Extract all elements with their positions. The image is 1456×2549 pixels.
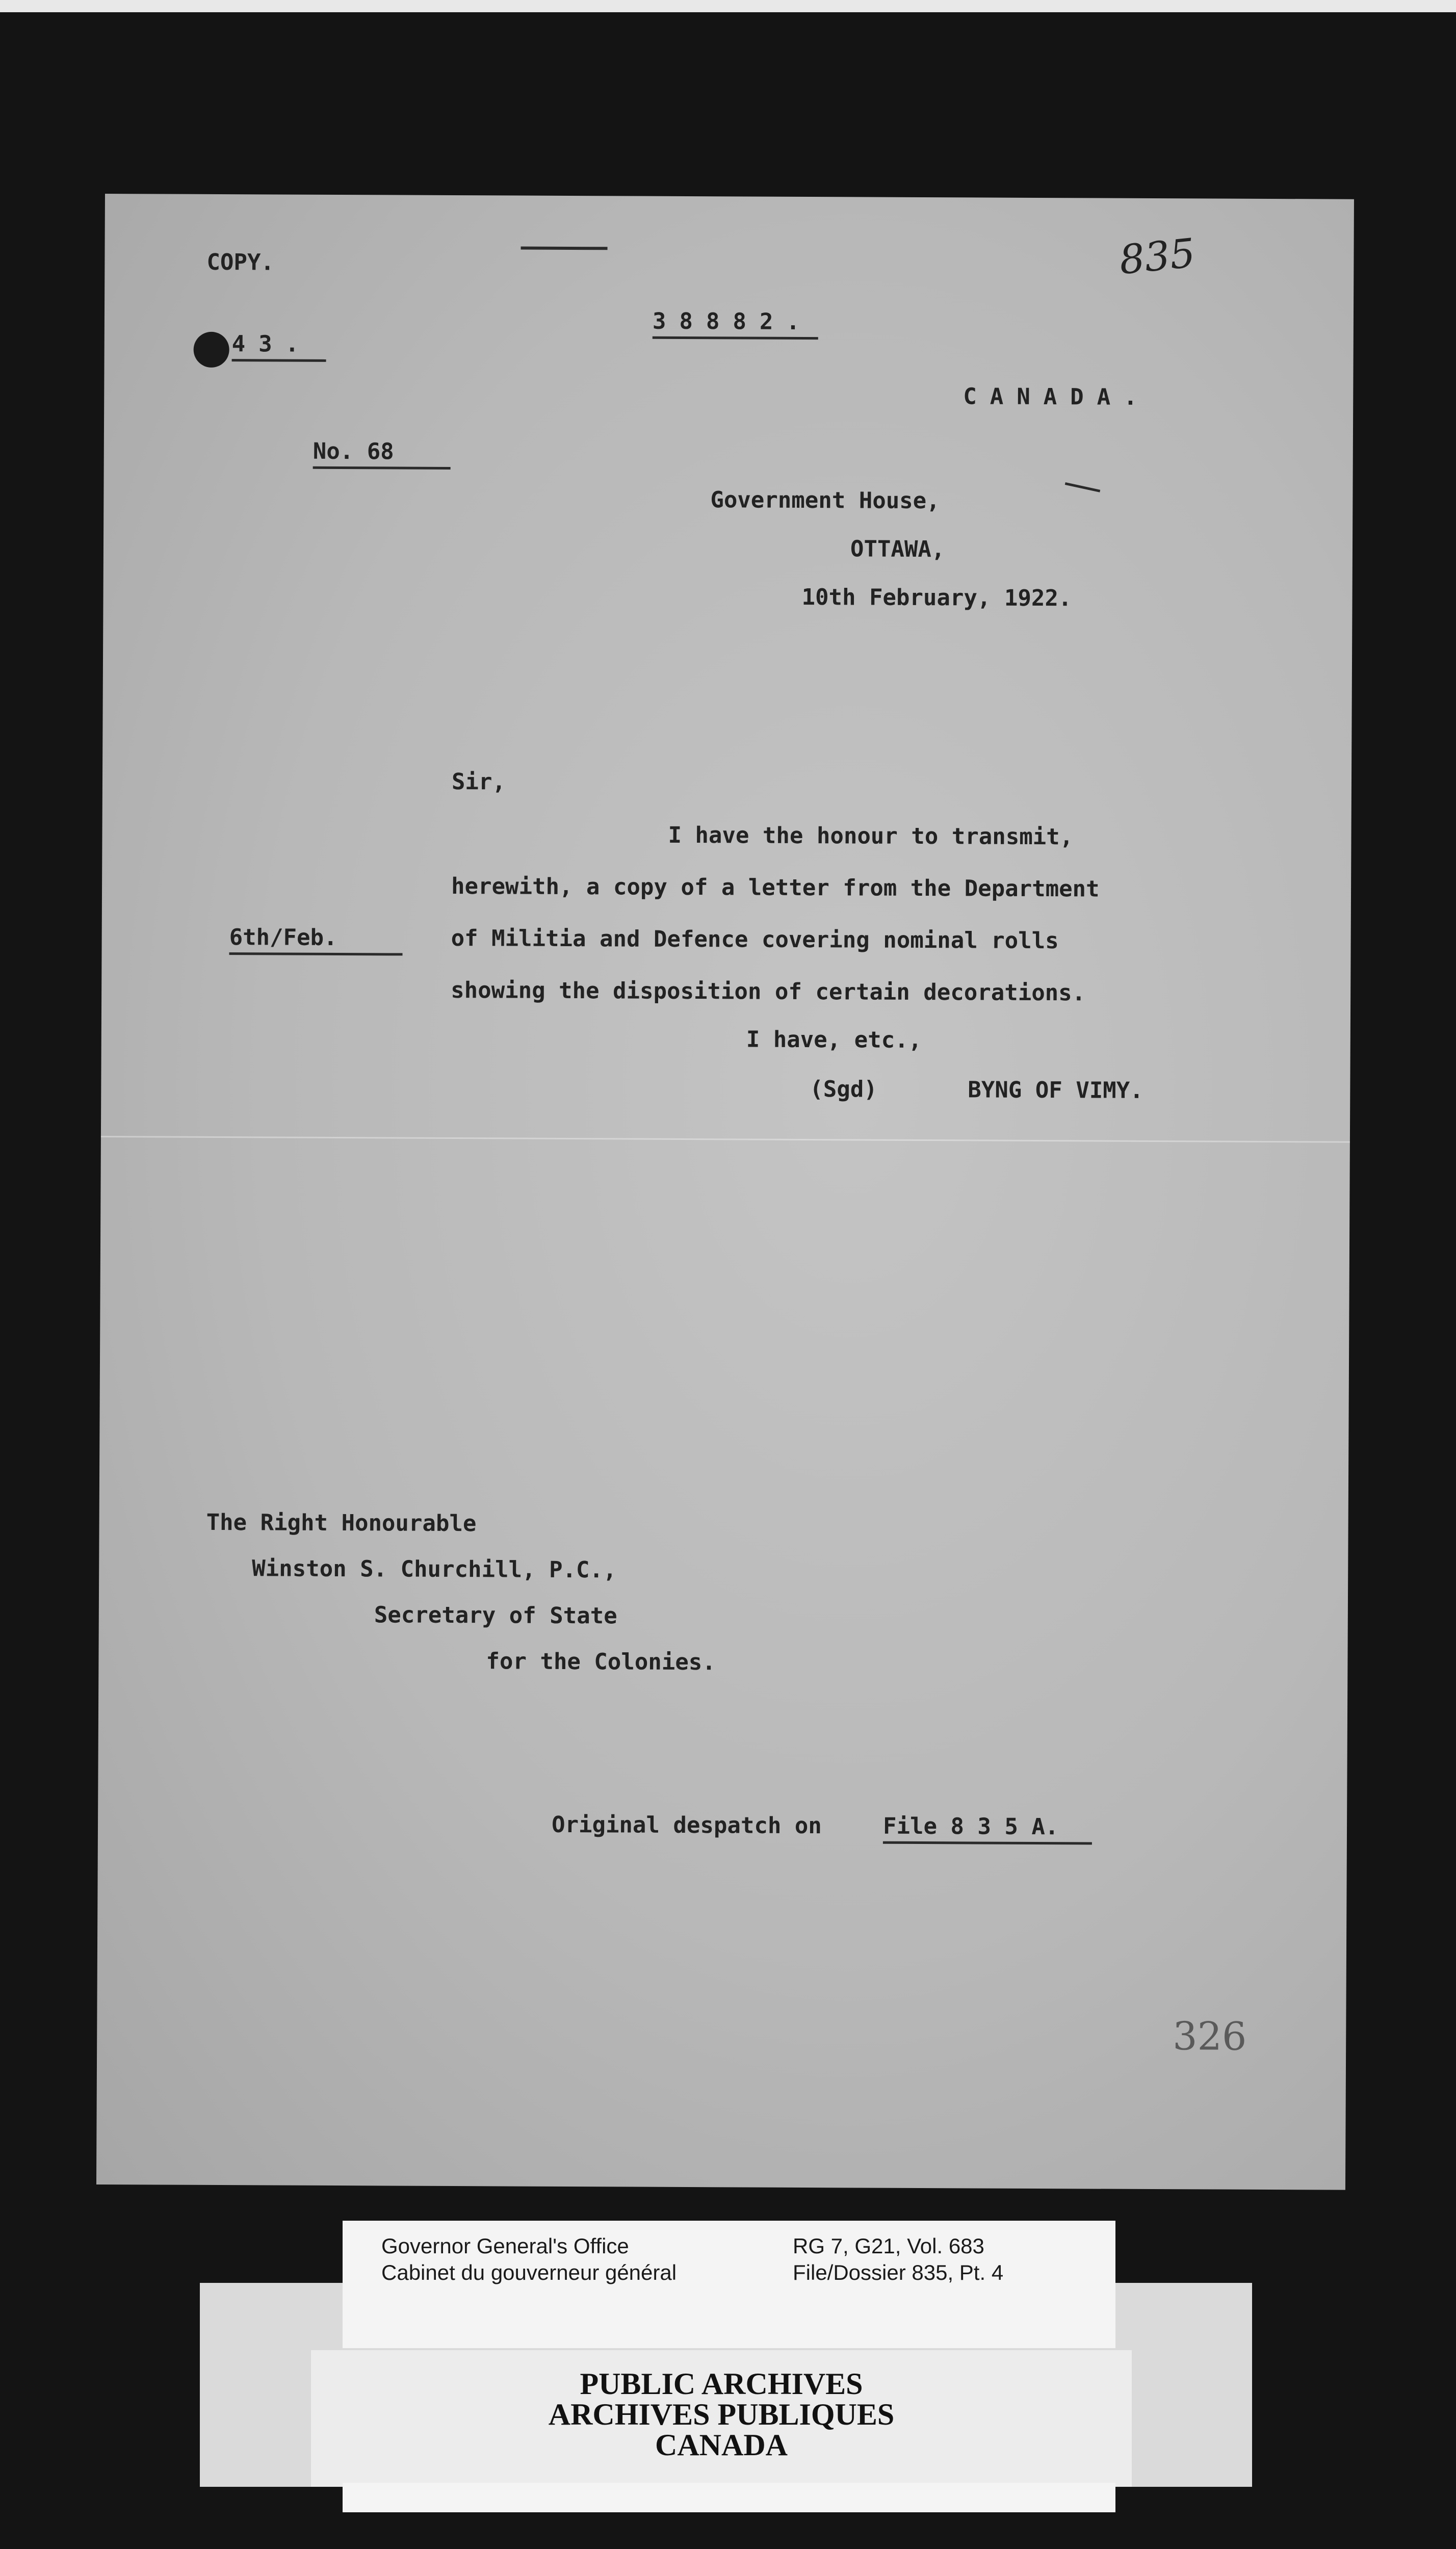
office-name-fr: Cabinet du gouverneur général: [381, 2260, 677, 2284]
body-line-3: of Militia and Defence covering nominal rolls: [451, 925, 1059, 954]
address-line-1: Government House,: [710, 487, 940, 514]
recipient-line-1: The Right Honourable: [206, 1509, 477, 1537]
despatch-number: No. 68: [313, 438, 451, 470]
archive-reference: RG 7, G21, Vol. 683: [793, 2234, 984, 2258]
recipient-line-3: Secretary of State: [374, 1602, 617, 1629]
body-line-2: herewith, a copy of a letter from the Department: [451, 873, 1100, 902]
address-line-2: OTTAWA,: [850, 536, 945, 563]
document-page: [96, 194, 1354, 2190]
ink-mark: [1065, 482, 1100, 492]
closing: I have, etc.,: [746, 1026, 922, 1054]
handwritten-file-number: 835: [1117, 230, 1198, 284]
page-number: 326: [1173, 2013, 1247, 2059]
archives-title-en: PUBLIC ARCHIVES: [580, 2367, 863, 2401]
country-heading: CANADA.: [963, 383, 1151, 410]
margin-note: 6th/Feb.: [229, 924, 402, 955]
body-line-4: showing the disposition of certain decorations.: [451, 977, 1086, 1006]
letter-date: 10th February, 1922.: [801, 584, 1072, 612]
body-line-1: I have the honour to transmit,: [668, 822, 1074, 850]
archives-country: CANADA: [655, 2428, 788, 2462]
copy-label: COPY.: [206, 249, 274, 276]
footer-file-reference: File 8 3 5 A.: [883, 1813, 1092, 1845]
footer-note: Original despatch on: [551, 1811, 836, 1839]
punch-hole: [194, 332, 229, 368]
ink-mark: [521, 247, 608, 250]
page-fold: [101, 1136, 1350, 1143]
reference-number-top: 38882.: [653, 308, 818, 340]
recipient-line-4: for the Colonies.: [486, 1648, 716, 1676]
archive-label-foot: [343, 2483, 1115, 2512]
archives-title-fr: ARCHIVES PUBLIQUES: [548, 2398, 895, 2431]
office-name-en: Governor General's Office: [381, 2234, 629, 2258]
signed-prefix: (Sgd): [810, 1076, 877, 1103]
salutation: Sir,: [451, 768, 506, 795]
archive-file: File/Dossier 835, Pt. 4: [793, 2260, 1004, 2284]
recipient-line-2: Winston S. Churchill, P.C.,: [252, 1555, 617, 1583]
reference-number-left: 43.: [232, 331, 326, 362]
signature: BYNG OF VIMY.: [968, 1077, 1143, 1104]
film-top-edge: [0, 0, 1456, 12]
